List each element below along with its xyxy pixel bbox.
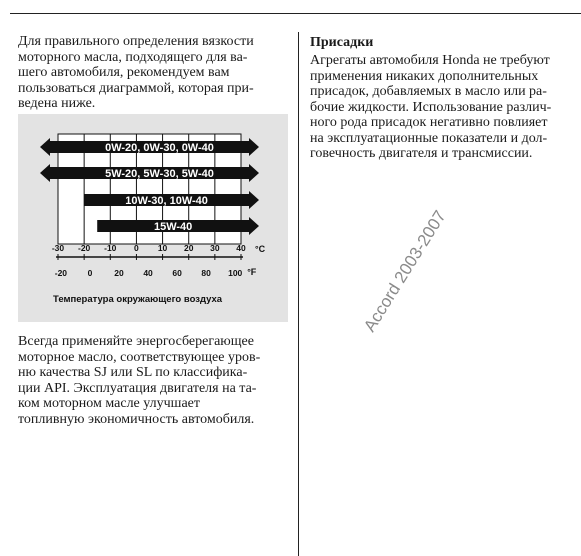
- text-line: присадок, добавляемых в масло или ра-: [310, 84, 547, 99]
- fahrenheit-tick-label: 40: [143, 268, 153, 278]
- fahrenheit-tick-label: 100: [228, 268, 243, 278]
- bar-label: 15W-40: [153, 221, 193, 233]
- celsius-tick-label: 20: [183, 243, 194, 253]
- text-line: шего автомобиля, рекомендуем вам: [18, 65, 230, 80]
- intro-paragraph: [18, 34, 286, 112]
- column-divider: [298, 32, 299, 556]
- fahrenheit-tick-label: -20: [54, 268, 68, 278]
- text-line: говечность двигателя и трансмиссии.: [310, 146, 533, 161]
- text-line: ции API. Эксплуатация двигателя на та-: [18, 380, 257, 396]
- bar-label: 10W-30, 10W-40: [125, 195, 208, 207]
- celsius-tick-label: -30: [51, 243, 65, 253]
- text-line: моторное масло, соответствующее уров-: [18, 349, 261, 365]
- celsius-tick-label: -20: [77, 243, 91, 253]
- fahrenheit-tick-label: 80: [201, 268, 211, 278]
- x-axis-label: Температура окружающего воздуха: [53, 294, 223, 305]
- celsius-tick-label: 30: [210, 243, 220, 253]
- oil-viscosity-chart: [18, 114, 288, 322]
- text-line: Агрегаты автомобиля Honda не требуют: [310, 53, 550, 68]
- watermark: Accord 2003-2007: [360, 207, 450, 336]
- celsius-unit: °C: [255, 244, 266, 254]
- energy-saving-paragraph: [18, 334, 286, 427]
- additives-heading: Присадки: [310, 35, 374, 50]
- text-line: на эксплуатационные показатели и дол-: [310, 130, 548, 146]
- top-rule: [10, 13, 581, 14]
- text-line: бочие жидкости. Использование различ-: [310, 99, 552, 115]
- fahrenheit-unit: °F: [247, 267, 257, 277]
- additives-paragraph: [310, 53, 575, 162]
- text-line: ню качества SJ или SL по классифика-: [18, 365, 248, 380]
- bar-label: 5W-20, 5W-30, 5W-40: [105, 168, 214, 180]
- fahrenheit-tick-label: 60: [172, 268, 182, 278]
- text-line: ком моторном масле улучшает: [18, 396, 201, 411]
- celsius-tick-label: 10: [157, 243, 168, 253]
- text-line: топливную экономичность автомобиля.: [18, 411, 255, 427]
- bar-label: 0W-20, 0W-30, 0W-40: [105, 142, 214, 154]
- text-line: применения никаких дополнительных: [310, 68, 539, 84]
- fahrenheit-tick-label: 20: [114, 268, 124, 278]
- text-line: Для правильного определения вязкости: [18, 34, 254, 49]
- text-line: моторного масла, подходящего для ва-: [18, 49, 248, 65]
- text-line: Всегда применяйте энергосберегающее: [18, 334, 254, 349]
- chart-svg: [18, 114, 288, 322]
- fahrenheit-tick-label: 0: [87, 268, 93, 278]
- celsius-tick-label: -10: [104, 243, 117, 253]
- celsius-tick-label: 40: [236, 243, 246, 253]
- text-line: ного рода присадок негативно повлияет: [310, 115, 548, 130]
- text-line: ведена ниже.: [18, 96, 96, 111]
- celsius-tick-label: 0: [134, 243, 139, 253]
- text-line: пользоваться диаграммой, которая при-: [18, 80, 254, 96]
